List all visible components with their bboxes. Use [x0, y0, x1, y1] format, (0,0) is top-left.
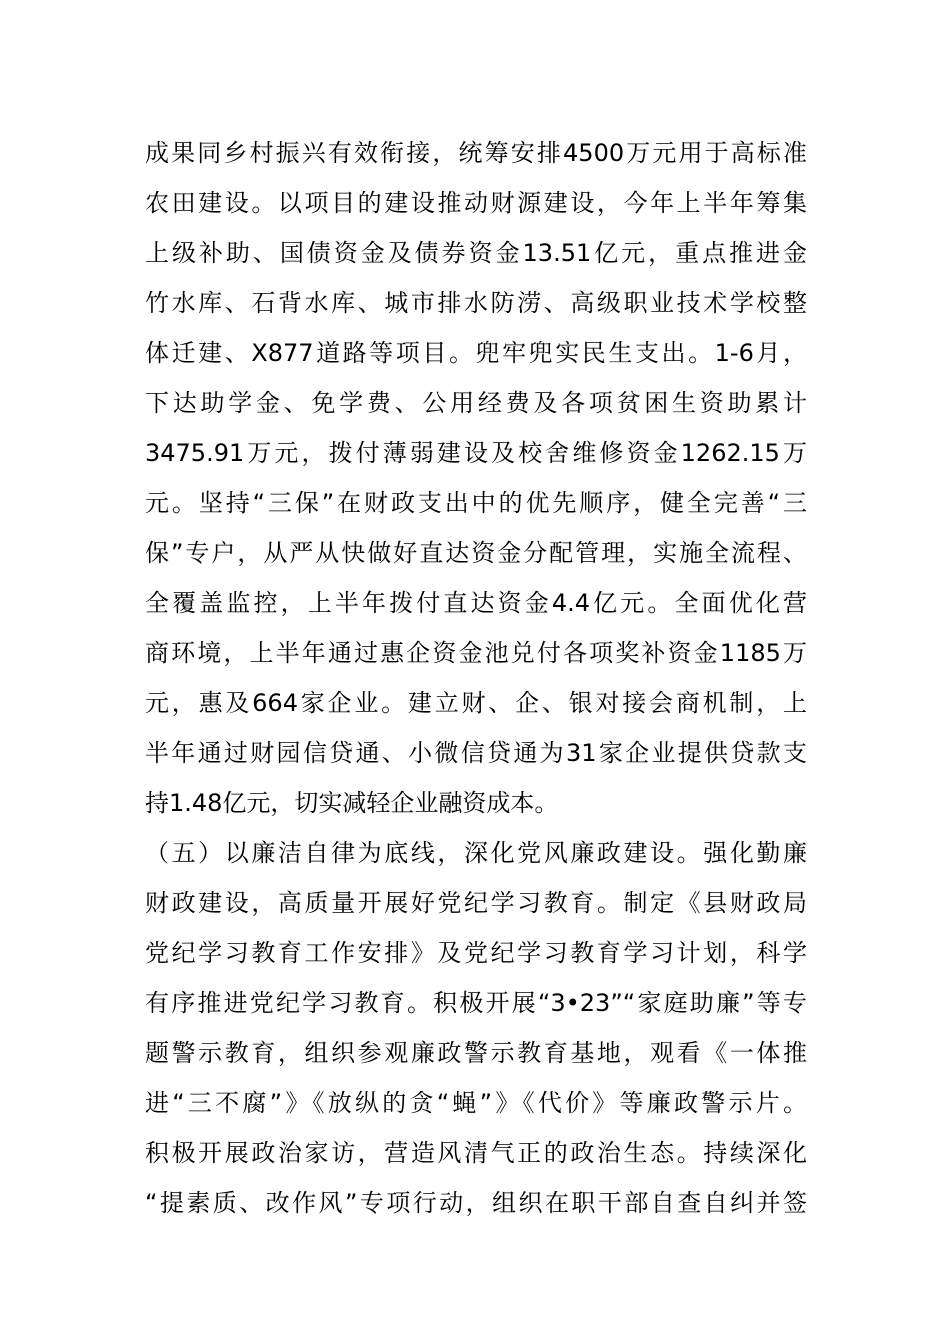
section-heading-line: （五）以廉洁自律为底线，深化党风廉政建设。强化勤廉 — [145, 839, 807, 867]
text-line: 保”专户，从严从快做好直达资金分配管理，实施全流程、 — [145, 539, 807, 567]
document-body — [145, 128, 807, 1228]
text-line: 上级补助、国债资金及债券资金13.51亿元，重点推进金 — [145, 239, 807, 267]
text-line: 财政建设，高质量开展好党纪学习教育。制定《县财政局 — [145, 889, 807, 917]
text-line: 有序推进党纪学习教育。积极开展“3•23”“家庭助廉”等专 — [145, 989, 807, 1017]
text-line: 商环境，上半年通过惠企资金池兑付各项奖补资金1185万 — [145, 639, 807, 667]
text-line: 成果同乡村振兴有效衔接，统筹安排4500万元用于高标准 — [145, 139, 807, 167]
text-line: 持1.48亿元，切实减轻企业融资成本。 — [145, 789, 559, 817]
text-line: 进“三不腐”》《放纵的贪“蝇”》《代价》等廉政警示片。 — [145, 1089, 807, 1117]
text-line: 3475.91万元，拨付薄弱建设及校舍维修资金1262.15万 — [145, 439, 807, 467]
text-line: 农田建设。以项目的建设推动财源建设，今年上半年筹集 — [145, 189, 807, 217]
text-line: 积极开展政治家访，营造风清气正的政治生态。持续深化 — [145, 1139, 807, 1167]
text-line: 党纪学习教育工作安排》及党纪学习教育学习计划，科学 — [145, 939, 807, 967]
text-line: 元，惠及664家企业。建立财、企、银对接会商机制，上 — [145, 689, 807, 717]
text-line: 半年通过财园信贷通、小微信贷通为31家企业提供贷款支 — [145, 739, 807, 767]
text-line: 竹水库、石背水库、城市排水防涝、高级职业技术学校整 — [145, 289, 807, 317]
text-line: 元。坚持“三保”在财政支出中的优先顺序，健全完善“三 — [145, 489, 807, 517]
text-line: 题警示教育，组织参观廉政警示教育基地，观看《一体推 — [145, 1039, 807, 1067]
text-line: 下达助学金、免学费、公用经费及各项贫困生资助累计 — [145, 389, 807, 417]
text-line: “提素质、改作风”专项行动，组织在职干部自查自纠并签 — [145, 1189, 807, 1217]
text-line: 全覆盖监控，上半年拨付直达资金4.4亿元。全面优化营 — [145, 589, 807, 617]
text-line: 体迁建、X877道路等项目。兜牢兜实民生支出。1-6月， — [145, 339, 807, 367]
